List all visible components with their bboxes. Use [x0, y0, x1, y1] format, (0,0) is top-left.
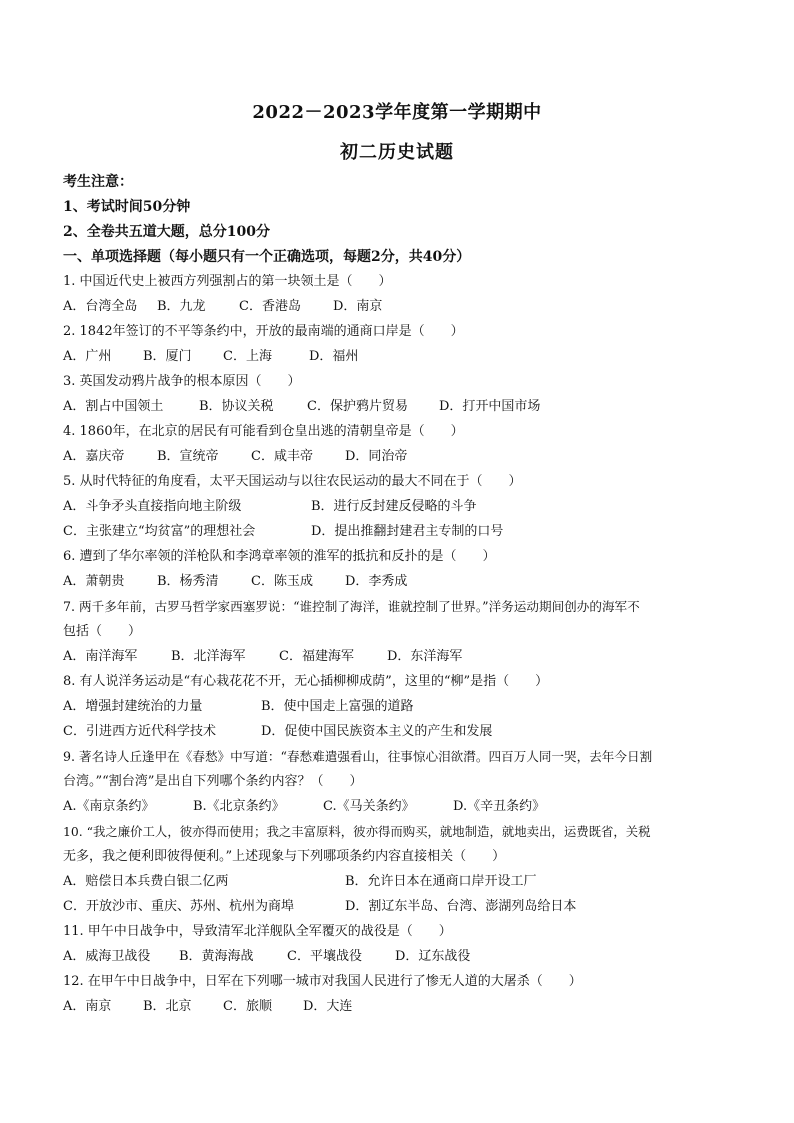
option-a: A．萧朝贵 — [63, 574, 125, 589]
question-8-options-row-2 — [63, 722, 733, 747]
option-a: A.《南京条约》 — [63, 799, 155, 814]
page-title: 2022－2023学年度第一学期期中 — [252, 102, 542, 123]
option-b: B．宣统帝 — [157, 449, 219, 464]
question-7-options — [63, 647, 733, 672]
option-b: B．北洋海军 — [171, 649, 246, 664]
question-5-options-row-1 — [63, 497, 733, 522]
option-a: A．割占中国领土 — [63, 399, 164, 414]
option-b: B．协议关税 — [199, 399, 274, 414]
option-c: C．咸丰帝 — [251, 449, 313, 464]
option-c: C．开放沙市、重庆、苏州、杭州为商埠 — [63, 899, 294, 914]
option-b: B．厦门 — [143, 349, 192, 364]
question-9-stem-cont: 台湾。”“割台湾”是出自下列哪个条约内容？（ ） — [63, 774, 363, 789]
option-c: C．保护鸦片贸易 — [307, 399, 408, 414]
question-7-stem-cont: 包括（ ） — [63, 624, 142, 639]
option-d: D．南京 — [333, 299, 383, 314]
exam-notes — [63, 172, 470, 272]
question-2-options — [63, 347, 733, 372]
option-d: D．提出推翻封建君主专制的口号 — [311, 524, 504, 539]
notes-heading: 考生注意： — [63, 174, 133, 190]
question-4-options — [63, 447, 733, 472]
question-2-stem: 2. 1842年签订的不平等条约中，开放的最南端的通商口岸是（ ） — [63, 324, 464, 339]
option-b: B．杨秀清 — [157, 574, 219, 589]
option-d: D．打开中国市场 — [439, 399, 541, 414]
option-b: B．九龙 — [157, 299, 206, 314]
option-c: C．旅顺 — [223, 999, 272, 1014]
question-10-options-row-1 — [63, 872, 733, 897]
question-3-options — [63, 397, 733, 422]
option-d: D．辽东战役 — [395, 949, 471, 964]
option-d: D．李秀成 — [345, 574, 408, 589]
option-b: B．黄海海战 — [179, 949, 254, 964]
option-c: C．引进西方近代科学技术 — [63, 724, 216, 739]
question-list — [63, 272, 733, 1022]
question-7-stem: 7. 两千多年前，古罗马哲学家西塞罗说：“谁控制了海洋，谁就控制了世界。”洋务运动期间创办的海军不 — [63, 599, 640, 614]
option-c: C．主张建立“均贫富”的理想社会 — [63, 524, 256, 539]
option-a: A．威海卫战役 — [63, 949, 151, 964]
question-6-stem: 6. 遭到了华尔率领的洋枪队和李鸿章率领的淮军的抵抗和反扑的是（ ） — [63, 549, 496, 564]
option-c: C．福建海军 — [279, 649, 354, 664]
option-d: D．福州 — [309, 349, 359, 364]
question-10-stem: 10. “我之廉价工人，彼亦得而使用；我之丰富原料，彼亦得而购买，就地制造，就地卖出，运费既省，关税 — [63, 824, 651, 839]
option-d: D．东洋海军 — [387, 649, 463, 664]
question-5-stem: 5. 从时代特征的角度看，太平天国运动与以往农民运动的最大不同在于（ ） — [63, 474, 522, 489]
option-d: D．促使中国民族资本主义的产生和发展 — [261, 724, 493, 739]
section-heading: 一、单项选择题（每小题只有一个正确选项，每题2分，共40分） — [63, 249, 471, 265]
question-1-options — [63, 297, 733, 322]
option-b: B．使中国走上富强的道路 — [261, 699, 414, 714]
question-6-options — [63, 572, 733, 597]
option-a: A．斗争矛头直接指向地主阶级 — [63, 499, 242, 514]
question-8-stem: 8. 有人说洋务运动是“有心栽花花不开，无心插柳柳成荫”，这里的“柳”是指（ ） — [63, 674, 549, 689]
option-a: A．南京 — [63, 999, 112, 1014]
question-1-stem: 1. 中国近代史上被西方列强割占的第一块领土是（ ） — [63, 274, 392, 289]
option-a: A．赔偿日本兵费白银二亿两 — [63, 874, 229, 889]
option-c: C．平壤战役 — [287, 949, 362, 964]
option-d: D．割辽东半岛、台湾、澎湖列岛给日本 — [345, 899, 577, 914]
option-b: B．北京 — [143, 999, 192, 1014]
option-c: C．香港岛 — [239, 299, 301, 314]
question-10-stem-cont: 无多，我之便利即彼得便利。”上述现象与下列哪项条约内容直接相关（ ） — [63, 849, 506, 864]
question-9-stem: 9. 著名诗人丘逢甲在《春愁》中写道：“春愁难遣强看山，往事惊心泪欲潸。四百万人同一哭，去年今日割 — [63, 749, 653, 764]
question-4-stem: 4. 1860年，在北京的居民有可能看到仓皇出逃的清朝皇帝是（ ） — [63, 424, 464, 439]
question-3-stem: 3. 英国发动鸦片战争的根本原因（ ） — [63, 374, 301, 389]
option-a: A．增强封建统治的力量 — [63, 699, 203, 714]
option-b: B．进行反封建反侵略的斗争 — [311, 499, 477, 514]
option-c: C．上海 — [223, 349, 272, 364]
question-9-options — [63, 797, 733, 822]
note-time: 1、考试时间50分钟 — [63, 199, 191, 215]
question-12-stem: 12. 在甲午中日战争中，日军在下列哪一城市对我国人民进行了惨无人道的大屠杀（ ） — [63, 974, 582, 989]
option-a: A．南洋海军 — [63, 649, 138, 664]
option-a: A．广州 — [63, 349, 112, 364]
option-b: B．允许日本在通商口岸开设工厂 — [345, 874, 537, 889]
option-a: A．嘉庆帝 — [63, 449, 125, 464]
question-12-options — [63, 997, 733, 1022]
question-11-stem: 11. 甲午中日战争中，导致清军北洋舰队全军覆灭的战役是（ ） — [63, 924, 452, 939]
question-5-options-row-2 — [63, 522, 733, 547]
question-11-options — [63, 947, 733, 972]
page-subtitle: 初二历史试题 — [340, 142, 454, 163]
question-8-options-row-1 — [63, 697, 733, 722]
option-a: A．台湾全岛 — [63, 299, 138, 314]
note-score: 2、全卷共五道大题，总分100分 — [63, 224, 270, 240]
option-c: C.《马关条约》 — [323, 799, 415, 814]
option-c: C．陈玉成 — [251, 574, 313, 589]
option-d: D．同治帝 — [345, 449, 408, 464]
option-d: D.《辛丑条约》 — [453, 799, 546, 814]
option-d: D．大连 — [303, 999, 353, 1014]
option-b: B.《北京条约》 — [193, 799, 285, 814]
question-10-options-row-2 — [63, 897, 733, 922]
